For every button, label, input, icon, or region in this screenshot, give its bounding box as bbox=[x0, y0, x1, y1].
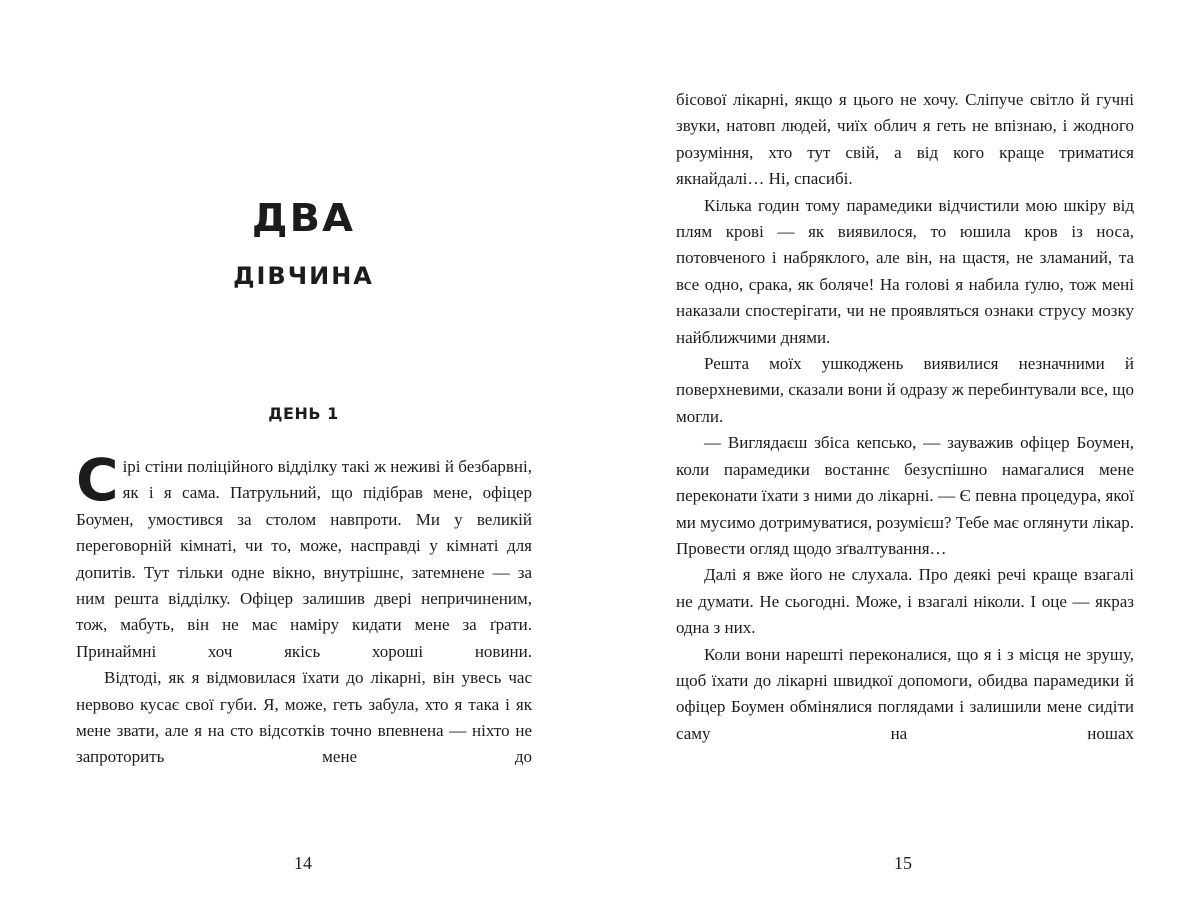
paragraph: Відтоді, як я відмовилася їхати до лікарні, він увесь час нервово кусає свої губи. Я, може, геть забула, хто я така і як мене звати, але я на сто відсотків точно впевнена — ніхто не запроторить мене до bbox=[76, 668, 532, 767]
drop-cap: С bbox=[76, 446, 119, 514]
paragraph: Решта моїх ушкоджень виявилися незначними й поверхневими, сказали вони й одразу ж перебинтували все, що могли. bbox=[676, 354, 1134, 426]
paragraph: бісової лікарні, якщо я цього не хочу. Сліпуче світло й гучні звуки, натовп людей, чиїх облич я геть не впізнаю, і жодного розуміння, хто тут свій, а від кого краще триматися якнайдалі… Ні, спасибі. bbox=[676, 90, 1134, 189]
right-page-body bbox=[676, 87, 1134, 747]
paragraph: Коли вони нарешті переконалися, що я і з місця не зрушу, щоб їхати до лікарні швидкої допомоги, обидва парамедики й офіцер Боумен обмінялися поглядами і залишили мене сидіти саму на ношах bbox=[676, 644, 1134, 743]
left-page-body bbox=[76, 446, 532, 771]
chapter-title: ДІВЧИНА bbox=[233, 262, 374, 290]
paragraph-text: ірі стіни поліційного відділку такі ж неживі й безбарвні, як і я сама. Патрульний, що підібрав мене, офіцер Боумен, умостився за столом навпроти. Ми у великій переговорній кімнаті, чи то, може, насправді у кімнаті для допитів. Тут тільки одне вікно, внутрішнє, затемнене — за ним решта відділку. Офіцер залишив двері непричиненим, тож, мабуть, він не має наміру кидати мене за ґрати. Принаймні хоч якісь хороші новини. bbox=[76, 457, 532, 661]
right-page bbox=[601, 0, 1202, 922]
paragraph: Далі я вже його не слухала. Про деякі речі краще взагалі не думати. Не сьогодні. Може, і взагалі ніколи. І оце — якраз одна з них. bbox=[676, 565, 1134, 638]
page-number: 15 bbox=[894, 853, 912, 873]
paragraph: Кілька годин тому парамедики відчистили мою шкіру від плям крові — як виявилося, то юшила кров із носа, потовченого і набряклого, але він, на щастя, не зламаний, та все одно, срака, як боляче! На голові я набила ґулю, тож мені наказали спостерігати, чи не проявляться ознаки струсу мозку найближчими днями. bbox=[676, 195, 1134, 347]
paragraph: — Виглядаєш збіса кепсько, — зауважив офіцер Боумен, коли парамедики востаннє безуспішно намагалися мене переконати їхати з ними до лікарні. — Є певна процедура, якої ми мусимо дотримуватися, розумієш? Тебе має оглянути лікар. Провести огляд щодо зґвалтування… bbox=[676, 433, 1134, 558]
chapter-number: ДВА bbox=[251, 196, 356, 240]
page-number: 14 bbox=[294, 853, 312, 873]
day-heading: ДЕНЬ 1 bbox=[268, 404, 339, 423]
paragraph bbox=[76, 446, 532, 665]
